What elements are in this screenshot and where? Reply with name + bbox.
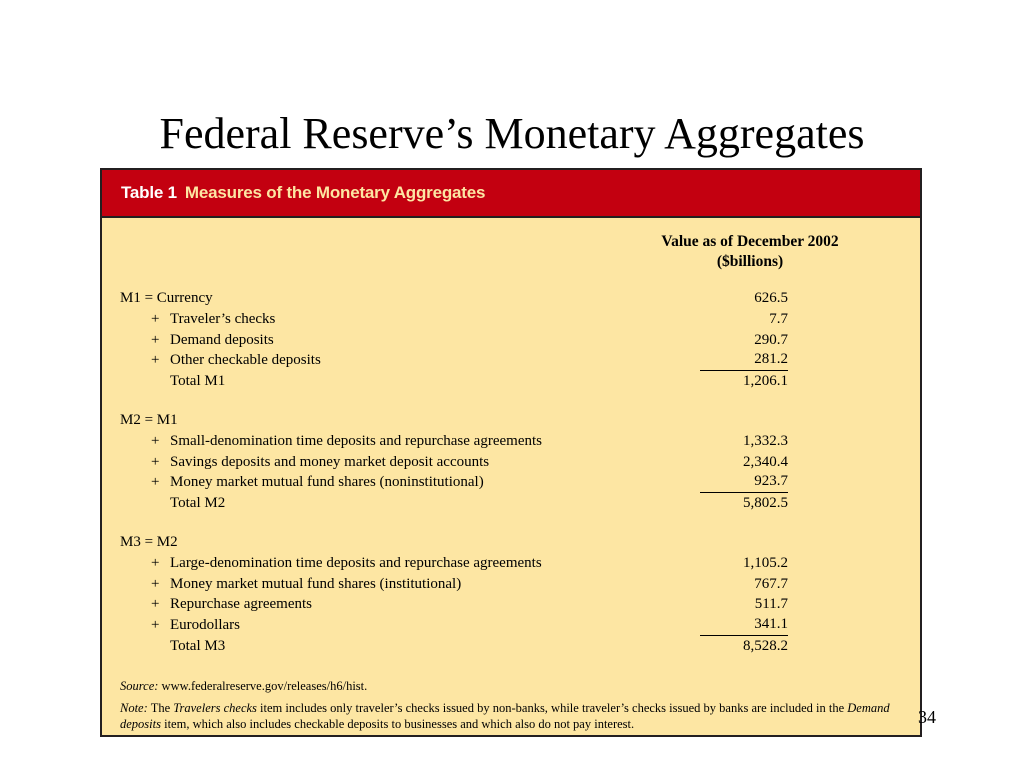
total-label: Total M1 bbox=[170, 373, 226, 390]
row-value: 767.7 bbox=[754, 575, 788, 592]
table-body bbox=[120, 288, 920, 657]
row-value: 1,332.3 bbox=[743, 432, 788, 449]
row-value: 626.5 bbox=[754, 290, 788, 306]
row-value: 281.2 bbox=[700, 350, 788, 371]
row-value: 7.7 bbox=[769, 310, 788, 327]
table-row bbox=[120, 350, 920, 371]
group-head: M3 = M2 bbox=[120, 533, 178, 550]
plus-sign: + bbox=[151, 617, 160, 634]
row-label: Large-denomination time deposits and repurchase agreements bbox=[170, 554, 542, 571]
note-text bbox=[120, 700, 920, 732]
group-m1 bbox=[120, 288, 920, 392]
plus-sign: + bbox=[151, 596, 160, 613]
row-value: 290.7 bbox=[754, 331, 788, 348]
source-label: Source: bbox=[120, 679, 159, 693]
row-label: Demand deposits bbox=[170, 331, 274, 348]
total-value: 1,206.1 bbox=[743, 373, 788, 390]
group-head: M1 = Currency bbox=[120, 290, 213, 306]
plus-sign: + bbox=[151, 310, 160, 327]
table-row bbox=[120, 553, 920, 574]
row-label: Traveler’s checks bbox=[170, 310, 276, 327]
row-label: Other checkable deposits bbox=[170, 352, 321, 369]
table-row bbox=[120, 452, 920, 473]
note-part-2: item includes only traveler’s checks issued by non-banks, while traveler’s checks issued by banks are included in the bbox=[260, 701, 845, 715]
table-header bbox=[102, 170, 920, 218]
row-value: 923.7 bbox=[700, 472, 788, 493]
table-row bbox=[120, 615, 920, 636]
table-label: Table 1 bbox=[121, 183, 177, 202]
plus-sign: + bbox=[151, 331, 160, 348]
table-row bbox=[120, 472, 920, 493]
plus-sign: + bbox=[151, 432, 160, 449]
table-row bbox=[120, 330, 920, 351]
plus-sign: + bbox=[151, 474, 160, 491]
note-label: Note: bbox=[120, 701, 148, 715]
row-value: 341.1 bbox=[700, 615, 788, 636]
plus-sign: + bbox=[151, 453, 160, 470]
row-label: Small-denomination time deposits and repurchase agreements bbox=[170, 432, 542, 449]
table-footer bbox=[120, 678, 920, 732]
row-label: Repurchase agreements bbox=[170, 596, 313, 613]
plus-sign: + bbox=[151, 554, 160, 571]
column-header bbox=[632, 232, 868, 272]
slide-number: 34 bbox=[918, 707, 936, 727]
note-part-3: item, which also includes checkable deposits to businesses and which also do not pay interest. bbox=[164, 717, 635, 731]
source-text: www.federalreserve.gov/releases/h6/hist. bbox=[161, 679, 368, 693]
plus-sign: + bbox=[151, 575, 160, 592]
group-m2 bbox=[120, 410, 920, 514]
row-label: Money market mutual fund shares (noninstitutional) bbox=[170, 474, 484, 491]
total-label: Total M3 bbox=[170, 637, 226, 654]
total-value: 5,802.5 bbox=[743, 495, 788, 512]
total-row bbox=[120, 371, 920, 392]
total-label: Total M2 bbox=[170, 495, 226, 512]
group-head: M2 = M1 bbox=[120, 411, 178, 428]
column-header-line-1: Value as of December 2002 bbox=[661, 233, 839, 250]
table-row bbox=[120, 288, 920, 309]
slide-title: Federal Reserve’s Monetary Aggregates bbox=[159, 109, 865, 158]
monetary-aggregates-table bbox=[100, 168, 922, 737]
source-line bbox=[120, 678, 920, 694]
total-row bbox=[120, 636, 920, 657]
row-label: Money market mutual fund shares (institutional) bbox=[170, 575, 462, 592]
row-label: Savings deposits and money market deposit accounts bbox=[170, 453, 490, 470]
note-part-1: The bbox=[150, 701, 171, 715]
row-value: 2,340.4 bbox=[743, 453, 788, 470]
plus-sign: + bbox=[151, 352, 160, 369]
table-row bbox=[120, 410, 920, 431]
row-value: 511.7 bbox=[754, 596, 788, 613]
table-row bbox=[120, 431, 920, 452]
table-row bbox=[120, 594, 920, 615]
table-row bbox=[120, 574, 920, 595]
table-name: Measures of the Monetary Aggregates bbox=[184, 183, 486, 202]
table-row bbox=[120, 532, 920, 553]
total-value: 8,528.2 bbox=[743, 637, 788, 654]
note-term-1: Travelers checks bbox=[173, 701, 257, 715]
total-row bbox=[120, 493, 920, 514]
table-row bbox=[120, 309, 920, 330]
row-value: 1,105.2 bbox=[743, 554, 788, 571]
note-term-2: Demand deposits bbox=[120, 701, 890, 731]
row-label: Eurodollars bbox=[170, 617, 240, 634]
column-header-line-2: ($billions) bbox=[716, 253, 784, 270]
group-m3 bbox=[120, 532, 920, 657]
